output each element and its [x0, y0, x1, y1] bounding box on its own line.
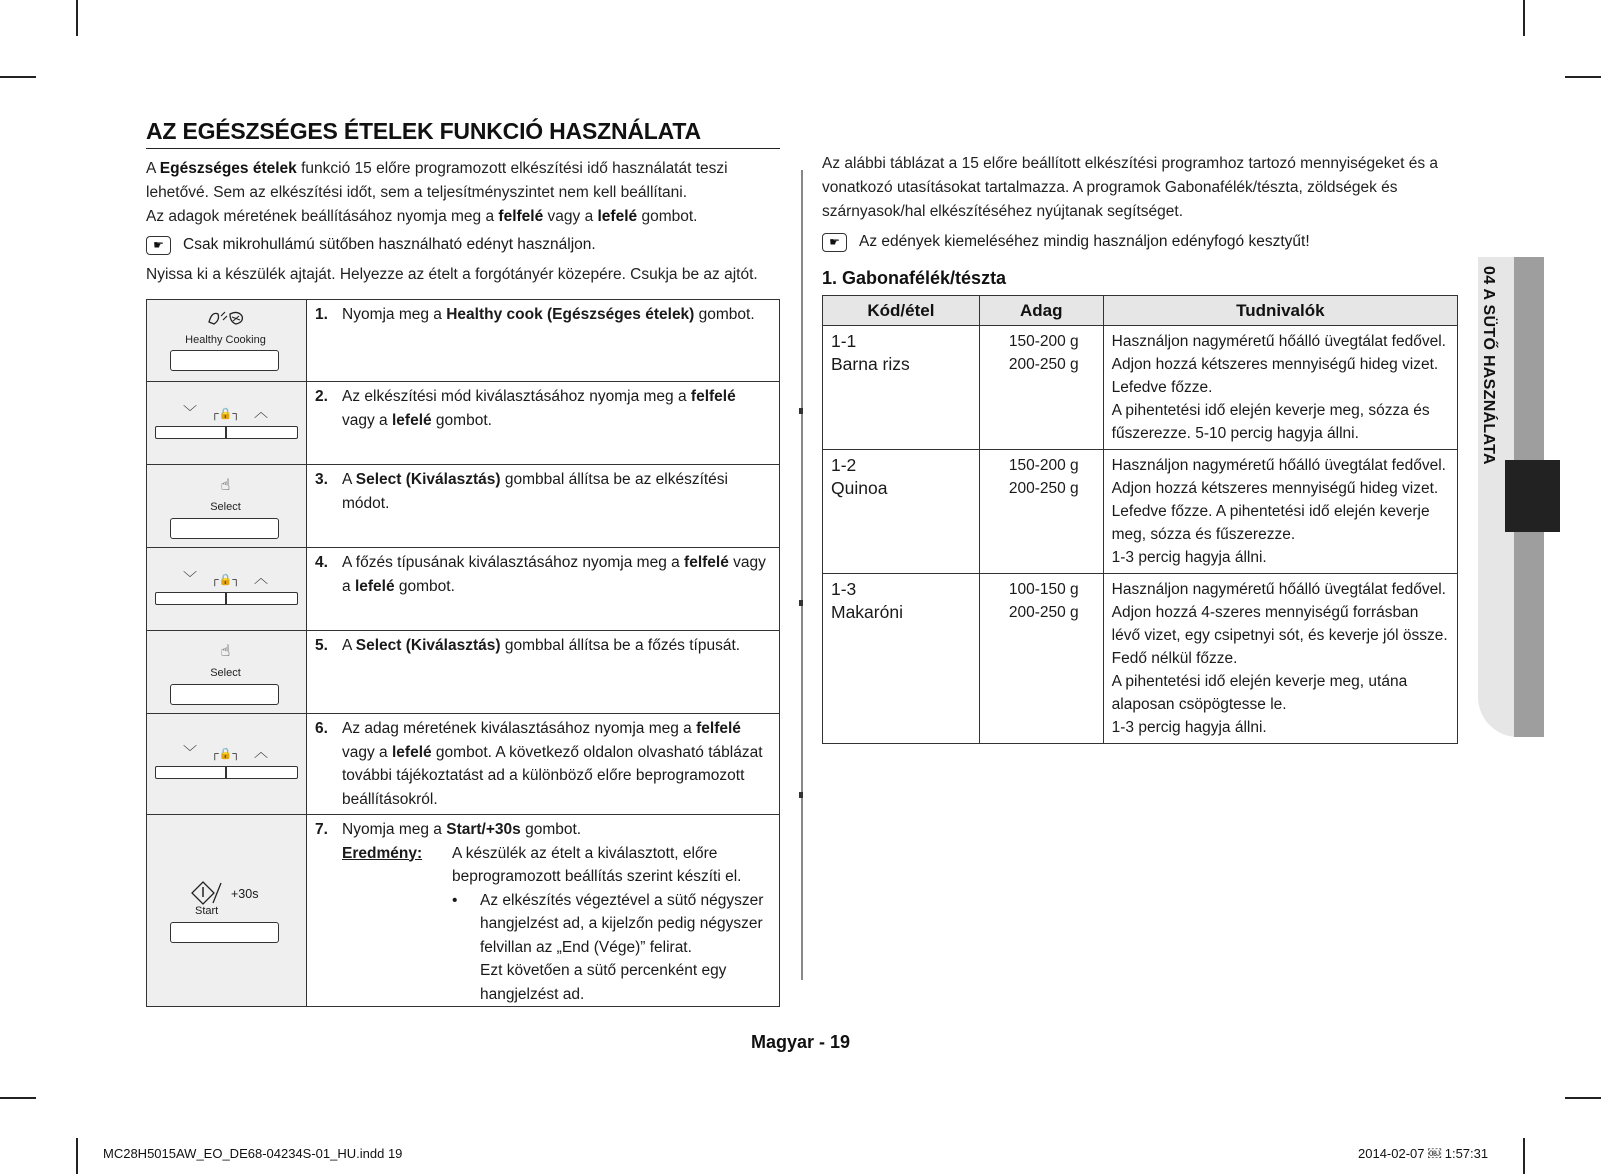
select-panel [147, 631, 307, 714]
crop-mark [76, 1138, 78, 1174]
up-down-arrows [147, 742, 304, 762]
intro-paragraph: A Egészséges ételek funkció 15 előre programozott elkészítési idő használatát teszi lehetővé. Sem az elkészítési időt, sem a teljesítményszintet nem kell beállítani. Az adagok méretének beállításához nyomja meg a felfelé vagy a lefelé gombot. [146, 160, 728, 225]
step-7: 7. Nyomja meg a Start/+30s gombot. Eredmény: A készülék az ételt a kiválasztott, előre beprogramozott beállítás szerint készíti el. • Az elkészítés végeztével a sütő négyszer hangjelzést ad, a kijelzőn pedig négyszer felvillan az „End (Vége)” felirat. Ezt követően a sütő percenként egy hangjelzést ad. [307, 815, 780, 1007]
column-header: Tudnivalók [1103, 296, 1457, 326]
up-down-panel [147, 548, 307, 631]
chapter-tab-label: 04 A SÜTŐ HASZNÁLATA [1480, 266, 1497, 465]
start-panel [147, 815, 307, 1007]
food-cell: 1-2 Quinoa [823, 450, 980, 574]
food-cell: 1-1 Barna rizs [823, 326, 980, 450]
lock-icon: ┌🔒┐ [210, 408, 241, 420]
chevron-up-icon: ︿ [254, 744, 269, 760]
food-cell: 1-3 Makaróni [823, 574, 980, 744]
quantity-cell: 100-150 g 200-250 g [979, 574, 1103, 744]
lock-icon: ┌🔒┐ [210, 574, 241, 586]
crop-mark [1523, 0, 1525, 36]
up-down-panel [147, 714, 307, 815]
table-row [823, 574, 1458, 744]
healthy-cooking-panel [147, 300, 307, 382]
step-row [147, 714, 780, 815]
note-text: Az edények kiemeléséhez mindig használjon edényfogó kesztyűt! [859, 233, 1310, 250]
chevron-down-icon: ﹀ [182, 404, 197, 420]
start-label: Start [195, 905, 219, 917]
lock-icon: ┌🔒┐ [210, 748, 241, 760]
step-3: 3. A Select (Kiválasztás) gombbal állítsa be az elkészítési módot. [307, 465, 780, 548]
step-6: 6. Az adag méretének kiválasztásához nyomja meg a felfelé vagy a lefelé gombot. A következő oldalon olvasható táblázat további tájékoztatást ad a különböző előre beprogramozott beállításokról. [307, 714, 780, 815]
step-row [147, 815, 780, 1007]
page-title: AZ EGÉSZSÉGES ÉTELEK FUNKCIÓ HASZNÁLATA [146, 118, 780, 149]
healthy-cooking-label: Healthy Cooking [185, 334, 266, 346]
center-divider [801, 170, 803, 980]
steps-table [146, 299, 780, 1007]
select-panel [147, 465, 307, 548]
note [146, 233, 780, 257]
table-row [823, 326, 1458, 450]
table-header-row [823, 296, 1458, 326]
step-2: 2. Az elkészítési mód kiválasztásához nyomja meg a felfelé vagy a lefelé gombot. [307, 382, 780, 465]
note [822, 230, 1458, 254]
divider-tick [799, 408, 803, 414]
up-down-arrows [147, 568, 304, 588]
step-row [147, 548, 780, 631]
step-row [147, 382, 780, 465]
chevron-up-icon: ︿ [254, 570, 269, 586]
column-header: Adag [979, 296, 1103, 326]
right-intro: Az alábbi táblázat a 15 előre beállított elkészítési programhoz tartozó mennyiségeket és a vonatkozó utasításokat tartalmazza. A programok Gabonafélék/tészta, zöldségek és szárnyasok/hal elkészítéséhez nyújtanak segítséget. [822, 155, 1439, 220]
chevron-down-icon: ﹀ [182, 744, 197, 760]
file-name: MC28H5015AW_EO_DE68-04234S-01_HU.indd 19 [103, 1146, 403, 1161]
chevron-up-icon: ︿ [254, 404, 269, 420]
crop-mark [0, 1097, 36, 1099]
hand-press-icon: ☝ [220, 643, 231, 660]
crop-mark [1523, 1138, 1525, 1174]
crop-mark [1565, 76, 1601, 78]
cooking-table [822, 295, 1458, 744]
divider-tick [799, 600, 803, 606]
quantity-cell: 150-200 g 200-250 g [979, 326, 1103, 450]
result: Eredmény: A készülék az ételt a kiválasztott, előre beprogramozott beállítás szerint készíti el. [342, 844, 742, 885]
select-label: Select [210, 501, 241, 513]
up-down-button[interactable] [155, 592, 298, 605]
step-row [147, 300, 780, 382]
step-5: 5. A Select (Kiválasztás) gombbal állítsa be a főzés típusát. [307, 631, 780, 714]
divider-tick [799, 792, 803, 798]
print-date: 2014-02-07 ￼ 1:57:31 [1358, 1146, 1489, 1161]
column-header: Kód/étel [823, 296, 980, 326]
chevron-down-icon: ﹀ [182, 570, 197, 586]
step-1: 1. Nyomja meg a Healthy cook (Egészséges ételek) gombot. [307, 300, 780, 382]
result-bullet: • Az elkészítés végeztével a sütő négyszer hangjelzést ad, a kijelzőn pedig négyszer felvillan az „End (Vége)” felirat. Ezt követően a sütő percenként egy hangjelzést ad. [452, 891, 764, 1003]
healthy-cooking-icon [147, 308, 304, 333]
pointing-hand-icon: ☛ [146, 236, 171, 255]
select-button[interactable] [170, 684, 279, 705]
section-title: 1. Gabonafélék/tészta [822, 268, 1007, 288]
plus30-label: +30s [231, 887, 259, 901]
notes-cell: Használjon nagyméretű hőálló üvegtálat fedővel. Adjon hozzá kétszeres mennyiségű hideg vizet. Lefedve főzze. A pihentetési idő elején keverje meg, sózza és fűszerezze. 1-3 percig hagyja állni. [1103, 450, 1457, 574]
up-down-arrows [147, 402, 304, 422]
select-label: Select [210, 667, 241, 679]
crop-mark [1565, 1097, 1601, 1099]
table-row [823, 450, 1458, 574]
note-text: Csak mikrohullámú sütőben használható edényt használjon. [183, 236, 596, 253]
healthy-cooking-button[interactable] [170, 350, 279, 371]
page-number: Magyar - 19 [750, 1032, 851, 1052]
quantity-cell: 150-200 g 200-250 g [979, 450, 1103, 574]
up-down-panel [147, 382, 307, 465]
notes-cell: Használjon nagyméretű hőálló üvegtálat fedővel. Adjon hozzá 4-szeres mennyiségű forrásban lévő vizet, egy csipetnyi sót, és keverje jól össze. Fedő nélkül főzze. A pihentetési idő elején keverje meg, utána alaposan csöpögtesse le. 1-3 percig hagyja állni. [1103, 574, 1457, 744]
step-row [147, 631, 780, 714]
right-column [822, 152, 1458, 744]
up-down-button[interactable] [155, 766, 298, 779]
start-button[interactable] [170, 922, 279, 943]
crop-mark [76, 0, 78, 36]
step-4: 4. A főzés típusának kiválasztásához nyomja meg a felfelé vagy a lefelé gombot. [307, 548, 780, 631]
left-column [146, 118, 780, 1007]
select-button[interactable] [170, 518, 279, 539]
pointing-hand-icon: ☛ [822, 233, 847, 252]
chapter-tab-marker [1505, 460, 1560, 532]
hand-press-icon: ☝ [220, 477, 231, 494]
step-row [147, 465, 780, 548]
notes-cell: Használjon nagyméretű hőálló üvegtálat fedővel. Adjon hozzá kétszeres mennyiségű hideg vizet. Lefedve főzze. A pihentetési idő elején keverje meg, sózza és fűszerezze. 5-10 percig hagyja állni. [1103, 326, 1457, 450]
instruction-text: Nyissa ki a készülék ajtaját. Helyezze az ételt a forgótányér közepére. Csukja be az ajtót. [146, 266, 758, 283]
up-down-button[interactable] [155, 426, 298, 439]
crop-mark [0, 76, 36, 78]
